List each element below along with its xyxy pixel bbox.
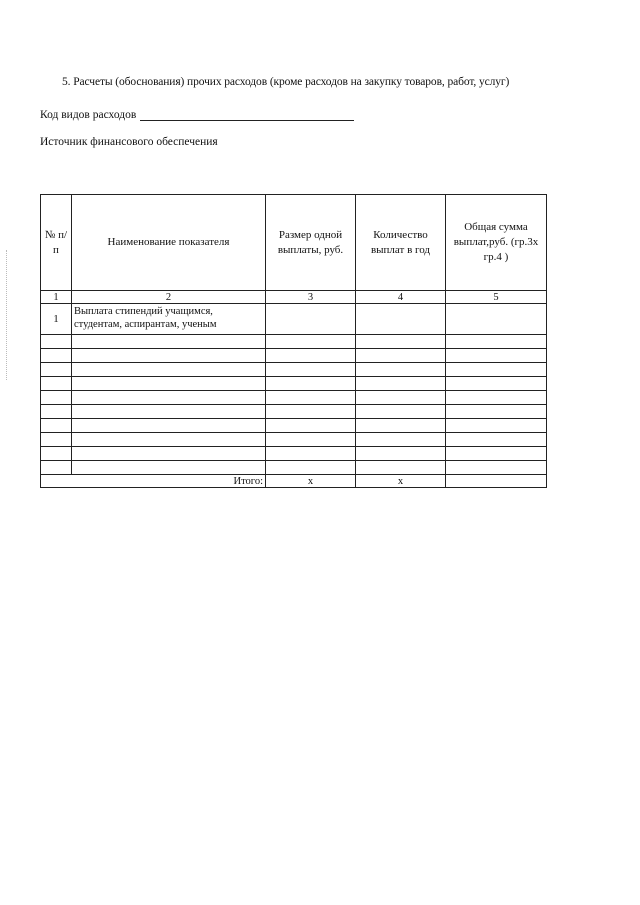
empty-cell[interactable] [446,363,547,377]
empty-cell[interactable] [41,377,72,391]
empty-cell[interactable] [266,363,356,377]
header-number: № п/п [41,195,72,291]
empty-cell[interactable] [446,433,547,447]
header-payment-size: Размер одной выплаты, руб. [266,195,356,291]
empty-cell[interactable] [72,391,266,405]
column-number: 4 [356,291,446,304]
empty-cell[interactable] [356,349,446,363]
table-row [41,405,547,419]
total-payments-count: x [356,475,446,488]
empty-cell[interactable] [446,461,547,475]
empty-cell[interactable] [72,447,266,461]
empty-cell[interactable] [356,419,446,433]
total-label: Итого: [41,475,266,488]
header-total-sum: Общая сумма выплат,руб. (гр.3х гр.4 ) [446,195,547,291]
empty-cell[interactable] [356,405,446,419]
empty-cell[interactable] [41,405,72,419]
empty-cell[interactable] [356,447,446,461]
empty-cell[interactable] [266,349,356,363]
empty-cell[interactable] [266,391,356,405]
empty-cell[interactable] [72,363,266,377]
column-number: 3 [266,291,356,304]
table-row [41,433,547,447]
table-row [41,377,547,391]
expense-code-field[interactable] [140,108,354,121]
empty-cell[interactable] [41,335,72,349]
empty-cell[interactable] [72,349,266,363]
empty-cell[interactable] [446,447,547,461]
empty-cell[interactable] [356,433,446,447]
header-indicator-name: Наименование показателя [72,195,266,291]
empty-cell[interactable] [41,461,72,475]
calculation-table [40,194,547,488]
empty-cell[interactable] [266,335,356,349]
empty-cell[interactable] [266,461,356,475]
empty-cell[interactable] [72,405,266,419]
payments-count-cell[interactable] [356,304,446,335]
table-header-row [41,195,547,291]
table-row [41,419,547,433]
empty-cell[interactable] [356,461,446,475]
total-sum-cell[interactable] [446,475,547,488]
empty-cell[interactable] [72,419,266,433]
empty-cell[interactable] [356,377,446,391]
payment-size-cell[interactable] [266,304,356,335]
row-number: 1 [41,304,72,335]
table-row [41,304,547,335]
empty-cell[interactable] [446,391,547,405]
table-row [41,461,547,475]
empty-cell[interactable] [41,349,72,363]
table-row [41,391,547,405]
header-payments-count: Количество выплат в год [356,195,446,291]
table-row [41,349,547,363]
expense-code-label: Код видов расходов [40,109,137,121]
funding-source-label: Источник финансового обеспечения [40,136,218,148]
empty-cell[interactable] [266,377,356,391]
empty-cell[interactable] [41,363,72,377]
empty-cell[interactable] [446,405,547,419]
total-row [41,475,547,488]
expense-code-line [40,108,354,121]
empty-cell[interactable] [72,433,266,447]
empty-cell[interactable] [41,391,72,405]
empty-cell[interactable] [446,349,547,363]
section-heading: 5. Расчеты (обоснования) прочих расходов (кроме расходов на закупку товаров, работ, услуг) [62,76,510,88]
column-number: 5 [446,291,547,304]
empty-cell[interactable] [266,447,356,461]
column-numbers-row [41,291,547,304]
empty-cell[interactable] [446,335,547,349]
empty-cell[interactable] [41,419,72,433]
row-indicator-name: Выплата стипендий учащимся, студентам, аспирантам, ученым [72,304,266,335]
empty-cell[interactable] [41,447,72,461]
empty-cell[interactable] [266,405,356,419]
empty-cell[interactable] [41,433,72,447]
empty-cell[interactable] [72,461,266,475]
empty-cell[interactable] [72,335,266,349]
table-row [41,335,547,349]
total-sum-cell[interactable] [446,304,547,335]
table-row [41,447,547,461]
total-payment-size: x [266,475,356,488]
empty-cell[interactable] [356,363,446,377]
empty-cell[interactable] [446,419,547,433]
table-row [41,363,547,377]
empty-cell[interactable] [72,377,266,391]
empty-cell[interactable] [356,391,446,405]
empty-cell[interactable] [266,419,356,433]
empty-cell[interactable] [266,433,356,447]
column-number: 2 [72,291,266,304]
empty-cell[interactable] [446,377,547,391]
column-number: 1 [41,291,72,304]
scan-margin-marks [6,250,8,380]
empty-cell[interactable] [356,335,446,349]
